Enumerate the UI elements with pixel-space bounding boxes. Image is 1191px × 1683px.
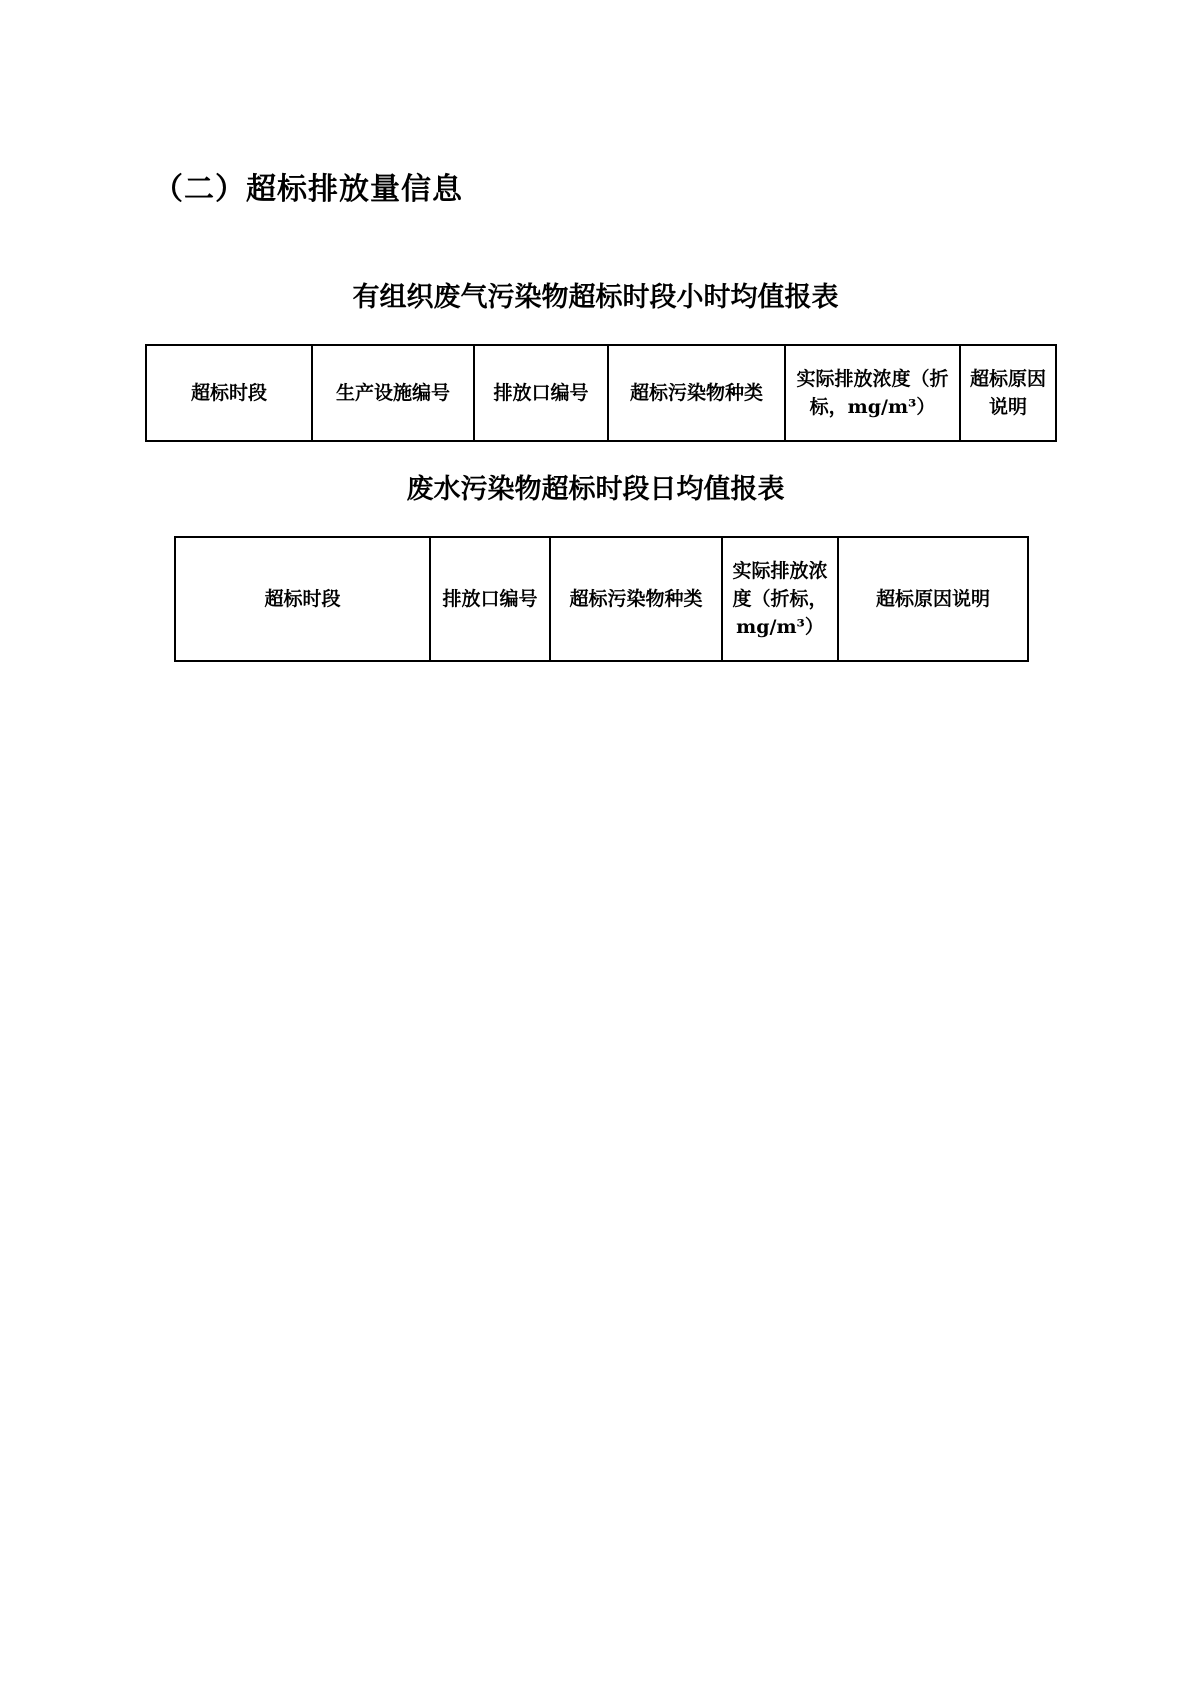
header-cell-facility-id: 生产设施编号 <box>312 345 474 441</box>
gas-exceedance-table <box>145 344 1057 442</box>
table-header-row <box>175 537 1028 661</box>
gas-table-title: 有组织废气污染物超标时段小时均值报表 <box>352 282 839 313</box>
water-table-title: 废水污染物超标时段日均值报表 <box>406 474 785 505</box>
water-exceedance-table <box>174 536 1029 662</box>
table-header-row <box>146 345 1056 441</box>
header-cell-exceed-period: 超标时段 <box>146 345 312 441</box>
header-cell-pollutant-type: 超标污染物种类 <box>550 537 722 661</box>
header-cell-exceed-reason: 超标原因说明 <box>960 345 1056 441</box>
header-cell-outlet-id: 排放口编号 <box>430 537 550 661</box>
header-cell-exceed-reason: 超标原因说明 <box>838 537 1028 661</box>
header-cell-outlet-id: 排放口编号 <box>474 345 608 441</box>
header-cell-actual-concentration: 实际排放浓度（折标，mg/m³） <box>722 537 838 661</box>
header-cell-actual-concentration: 实际排放浓度（折标，mg/m³） <box>785 345 960 441</box>
header-cell-pollutant-type: 超标污染物种类 <box>608 345 785 441</box>
section-heading: （二）超标排放量信息 <box>153 172 463 207</box>
header-cell-exceed-period: 超标时段 <box>175 537 430 661</box>
